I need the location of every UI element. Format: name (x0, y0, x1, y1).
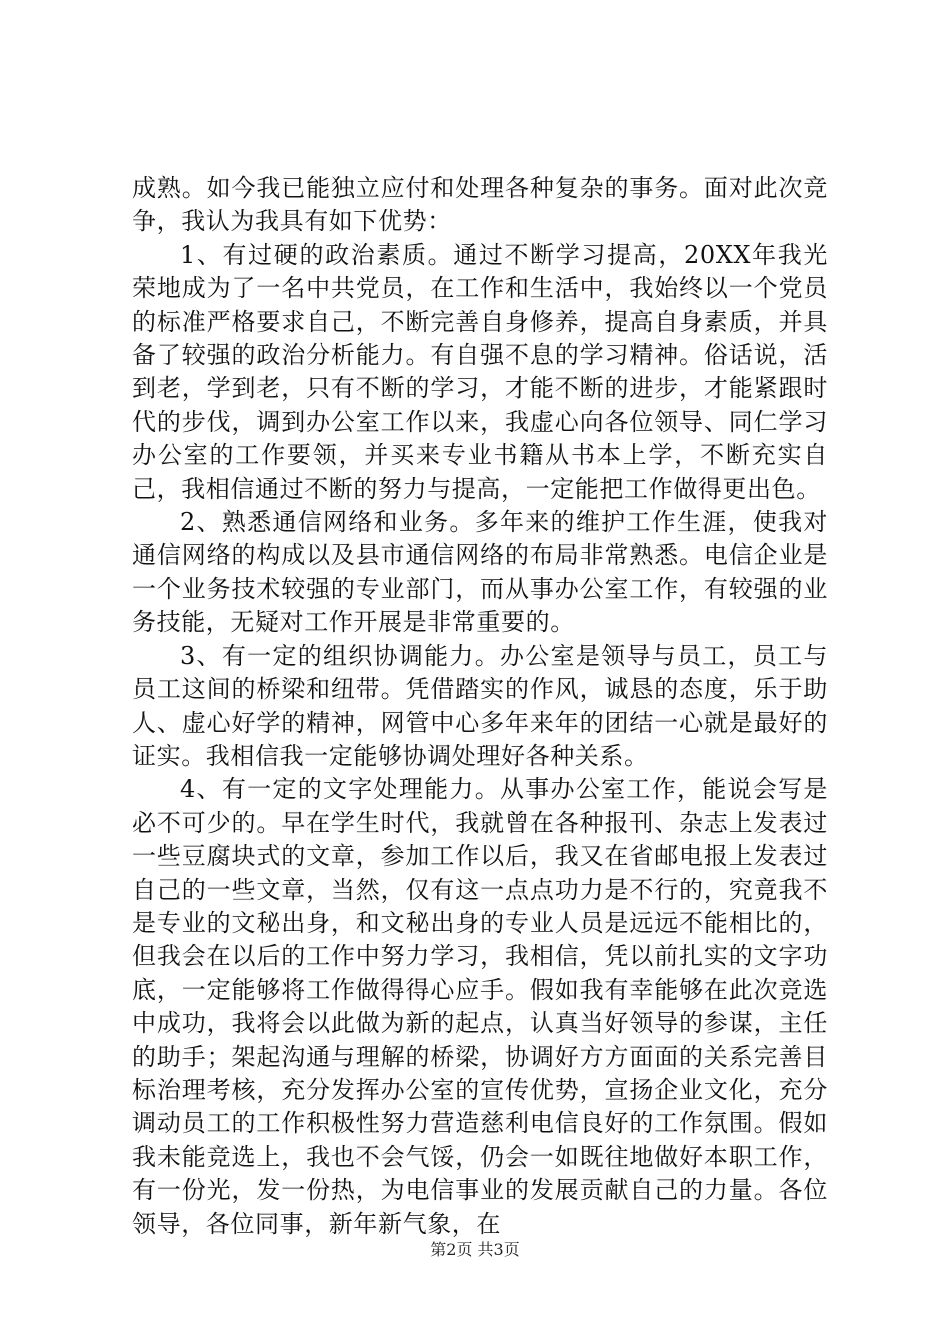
page-number-footer: 第2页 共3页 (430, 1240, 520, 1259)
paragraph-continuation: 成熟。如今我已能独立应付和处理各种复杂的事务。面对此次竞争，我认为我具有如下优势： (132, 174, 828, 236)
paragraph-political-quality: 1、有过硬的政治素质。通过不断学习提高，20XX年我光荣地成为了一名中共党员，在工作和生活中，我始终以一个党员的标准严格要求自己，不断完善自身修养，提高自身素质，并具备了较强的政治分析能力。有自强不息的学习精神。俗话说，活到老，学到老，只有不断的学习，才能不断的进步，才能紧跟时代的步伐，调到办公室工作以来，我虚心向各位领导、同仁学习办公室的工作要领，并买来专业书籍从书本上学，不断充实自己，我相信通过不断的努力与提高，一定能把工作做得更出色。 (132, 240, 828, 503)
document-body (132, 172, 828, 1241)
paragraph-writing-ability: 4、有一定的文字处理能力。从事办公室工作，能说会写是必不可少的。早在学生时代，我就曾在各种报刊、杂志上发表过一些豆腐块式的文章，参加工作以后，我又在省邮电报上发表过自己的一些文章，当然，仅有这一点点功力是不行的，究竟我不是专业的文秘出身，和文秘出身的专业人员是远远不能相比的，但我会在以后的工作中努力学习，我相信，凭以前扎实的文字功底，一定能够将工作做得得心应手。假如我有幸能够在此次竞选中成功，我将会以此做为新的起点，认真当好领导的参谋，主任的助手；架起沟通与理解的桥梁，协调好方方面面的关系完善目标治理考核，充分发挥办公室的宣传优势，宣扬企业文化，充分调动员工的工作积极性努力营造慈利电信良好的工作氛围。假如我未能竞选上，我也不会气馁，仍会一如既往地做好本职工作，有一份光，发一份热，为电信事业的发展贡献自己的力量。各位领导，各位同事，新年新气象，在 (132, 775, 828, 1238)
paragraph-coordination-ability: 3、有一定的组织协调能力。办公室是领导与员工，员工与员工这间的桥梁和纽带。凭借踏实的作风，诚恳的态度，乐于助人、虚心好学的精神，网管中心多年来年的团结一心就是最好的证实。我相信我一定能够协调处理好各种关系。 (132, 641, 828, 770)
paragraph-network-knowledge: 2、熟悉通信网络和业务。多年来的维护工作生涯，使我对通信网络的构成以及县市通信网络的布局非常熟悉。电信企业是一个业务技术较强的专业部门，而从事办公室工作，有较强的业务技能，无疑对工作开展是非常重要的。 (132, 508, 828, 637)
